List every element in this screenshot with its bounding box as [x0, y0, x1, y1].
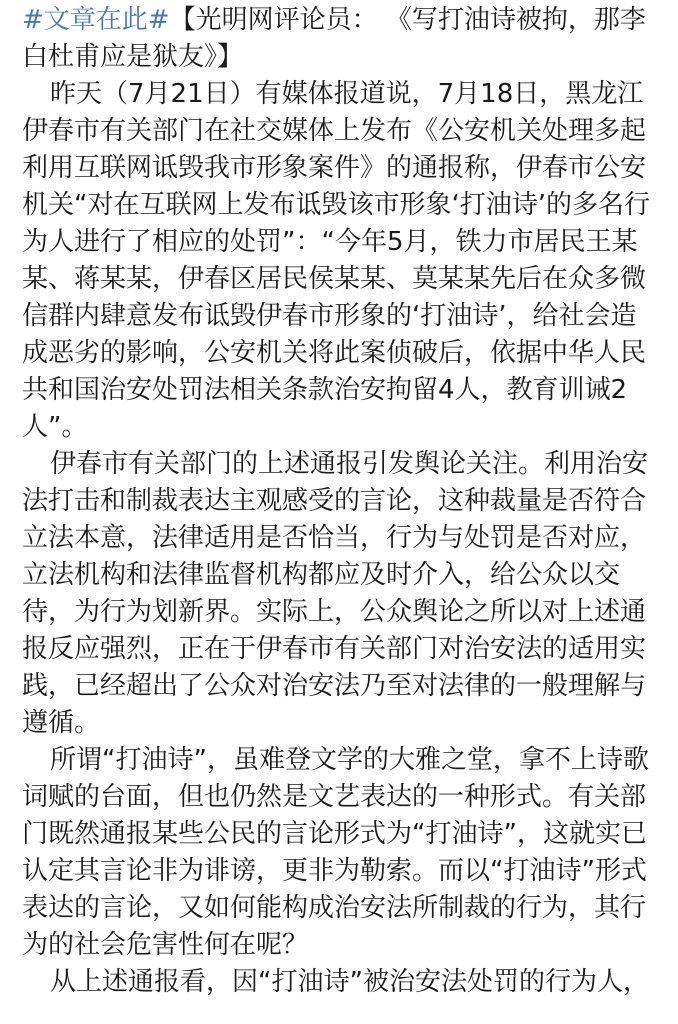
article-paragraph: 昨天（7月21日）有媒体报道说，7月18日，黑龙江伊春市有关部门在社交媒体上发布《公安机关处理多起利用互联网诋毁我市形象案件》的通报称，伊春市公安机关“对在互联网上发布诋毁该市形象‘打油诗’的多名行为人进行了相应的处罚”：“今年5月，铁力市居民王某某、蒋某某，伊春区居民侯某某、莫某某先后在众多微信群内肆意发布诋毁伊春市形象的‘打油诗’，给社会造成恶劣的影响，公安机关将此案侦破后，依据中华人民共和国治安处罚法相关条款治安拘留4人，教育训诫2人”。 — [22, 79, 650, 442]
topic-hashtag-link[interactable]: #文章在此# — [22, 5, 170, 35]
article-paragraph: 从上述通报看，因“打油诗”被治安法处罚的行为人， — [50, 967, 649, 997]
article-post — [22, 0, 662, 1001]
post-headline — [22, 0, 662, 76]
article-paragraph: 伊春市有关部门的上述通报引发舆论关注。利用治安法打击和制裁表达主观感受的言论，这种裁量是否符合立法本意，法律适用是否恰当，行为与处罚是否对应，立法机构和法律监督机构都应及时介入，给公众以交待，为行为划新界。实际上，公众舆论之所以对上述通报反应强烈，正在于伊春市有关部门对治安法的适用实践，已经超出了公众对治安法乃至对法律的一般理解与遵循。 — [22, 449, 649, 738]
headline-text: 【光明网评论员： 《写打油诗被拘，那李白杜甫应是狱友》】 — [22, 5, 646, 72]
article-paragraph: 所谓“打油诗”，虽难登文学的大雅之堂，拿不上诗歌词赋的台面，但也仍然是文艺表达的一种形式。有关部门既然通报某些公民的言论形式为“打油诗”，这就实已认定其言论非为诽谤，更非为勒索。而以“打油诗”形式表达的言论，又如何能构成治安法所制裁的行为，其行为的社会危害性何在呢？ — [22, 745, 649, 960]
